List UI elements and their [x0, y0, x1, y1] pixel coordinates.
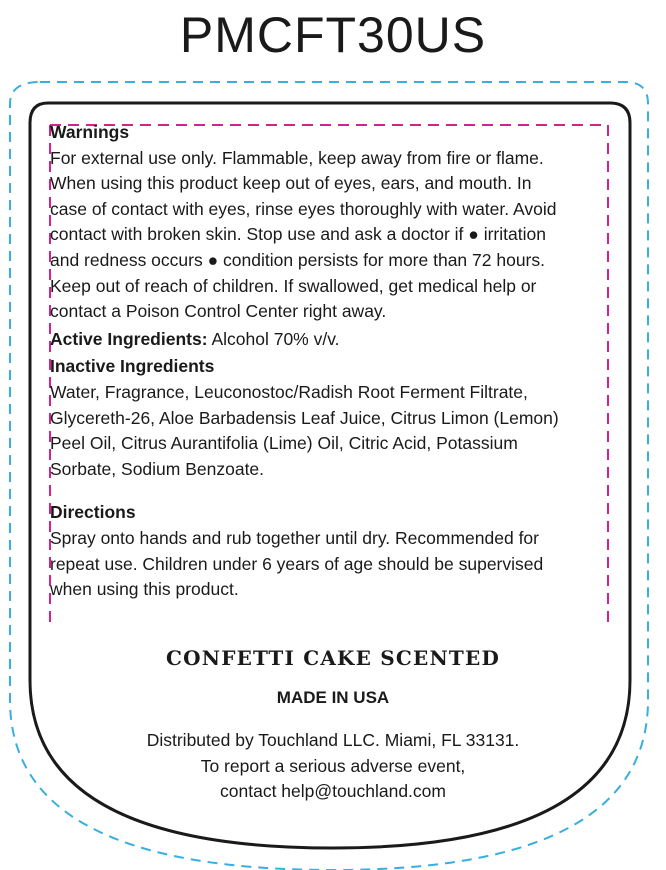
warnings-text: For external use only. Flammable, keep away from fire or flame. When using this product keep out of eyes, ears, and mouth. In case of contact with eyes, rinse eyes thoroughly with water. Avoid contact with broken skin. Stop use and ask a doctor if ● irritation and redness occurs ● condition persists for more than 72 hours. Keep out of reach of children. If swallowed, get medical help or contact a Poison Control Center right away.	[50, 147, 557, 322]
directions-section	[50, 500, 570, 602]
warnings-heading: Warnings	[50, 122, 130, 142]
active-ingredients-heading: Active Ingredients:	[50, 328, 208, 349]
label-text-block	[50, 120, 570, 603]
inactive-ingredients-text: Water, Fragrance, Leuconostoc/Radish Root Ferment Filtrate, Glycereth-26, Aloe Barbadensis Leaf Juice, Citrus Limon (Lemon) Peel Oil, Citrus Aurantifolia (Lime) Oil, Citric Acid, Potassium Sorbate, Sodium Benzoate.	[50, 381, 559, 479]
inactive-ingredients-section	[50, 354, 570, 482]
distributor-info	[0, 728, 666, 805]
directions-text: Spray onto hands and rub together until dry. Recommended for repeat use. Children under 6 years of age should be supervised when using this product.	[50, 527, 544, 600]
product-code: PMCFT30US	[179, 7, 487, 63]
active-ingredients-text: Alcohol 70% v/v.	[211, 328, 340, 349]
scent-title: CONFETTI CAKE SCENTED	[165, 646, 501, 670]
warnings-section	[50, 120, 570, 325]
active-ingredients-section	[50, 327, 570, 353]
distributor-line: Distributed by Touchland LLC. Miami, FL 33131.	[146, 730, 520, 750]
contact-email: contact help@touchland.com	[220, 781, 446, 801]
adverse-event-line: To report a serious adverse event,	[200, 755, 466, 776]
made-in-label: MADE IN USA	[276, 688, 390, 707]
inactive-ingredients-heading: Inactive Ingredients	[50, 356, 215, 377]
directions-heading: Directions	[50, 502, 136, 523]
